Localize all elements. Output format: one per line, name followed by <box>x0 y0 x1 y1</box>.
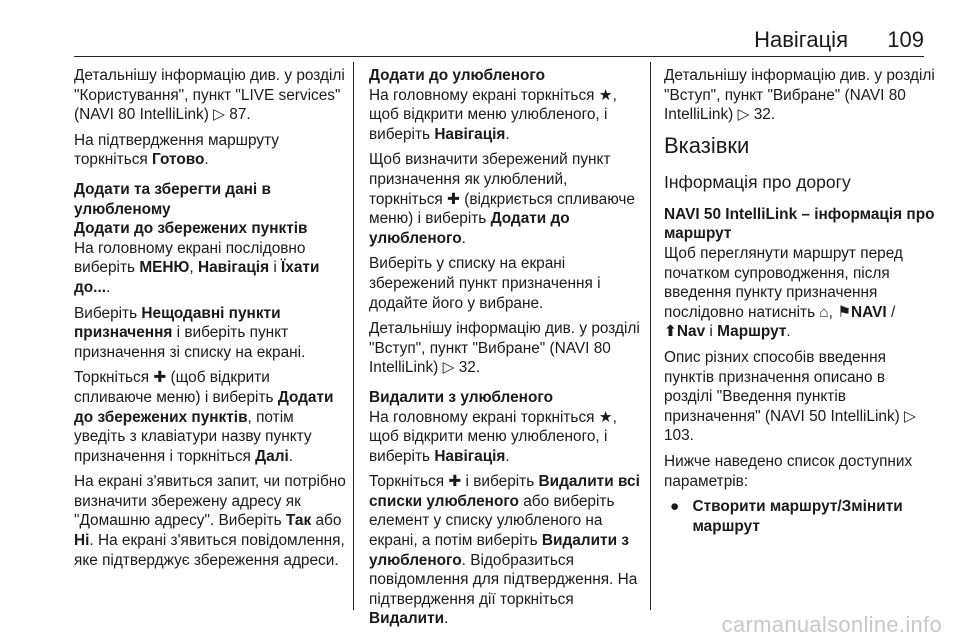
paragraph: Виберіть Нещодавні пункти призначення і виберіть пункт призначення зі списку на екрані. <box>74 304 306 361</box>
star-icon: ★ <box>598 408 613 426</box>
star-icon: ★ <box>598 86 613 104</box>
bullet-icon: ● <box>670 498 680 516</box>
paragraph: Детальнішу інформацію див. у розділі "Вступ", пункт "Вибране" (NAVI 80 IntelliLink) ▷ 32. <box>369 320 640 377</box>
column-3 <box>664 66 936 536</box>
paragraph: Нижче наведено список доступних параметрів: <box>664 452 913 490</box>
plus-icon: ✚ <box>448 473 462 491</box>
column-1 <box>74 66 346 576</box>
paragraph: Виберіть у списку на екрані збережений пункт призначення і додайте його у вибране. <box>369 255 601 312</box>
section-heading: Видалити з улюбленого <box>369 388 553 406</box>
section-heading: Додати та зберегти дані в улюбленому <box>74 180 271 218</box>
paragraph: Торкніться ✚ (щоб відкрити спливаюче меню) і виберіть Додати до збережених пунктів, потім уведіть з клавіатури назву пункту призначення і торкніться Далі. <box>74 369 334 465</box>
plus-icon: ✚ <box>153 369 167 387</box>
paragraph: Опис різних способів введення пунктів призначення описано в розділі "Введення пунктів призначення" (NAVI 50 IntelliLink) ▷ 103. <box>664 348 916 445</box>
page-number: 109 <box>887 27 924 52</box>
arrow-up-icon: ⬆ <box>664 323 677 341</box>
paragraph: Щоб визначити збережений пункт призначення як улюблений, торкніться ✚ (відкриється спливаюче меню) і виберіть Додати до улюбленого. <box>369 151 635 247</box>
flag-icon: ⚑ <box>837 303 852 321</box>
paragraph: Детальнішу інформацію див. у розділі "Користування", пункт "LIVE services" (NAVI 80 IntelliLink) ▷ 87. <box>74 67 345 124</box>
section-heading: Інформація про дорогу <box>664 171 851 192</box>
page-header <box>0 0 960 60</box>
subsection-heading: NAVI 50 IntelliLink – інформація про маршрут <box>664 205 935 243</box>
paragraph: На головному екрані торкніться ★, щоб відкрити меню улюбленого, і виберіть Навігація. <box>369 408 617 465</box>
bullet-item <box>664 497 936 536</box>
column-divider <box>650 62 651 610</box>
paragraph: На головному екрані торкніться ★, щоб відкрити меню улюбленого, і виберіть Навігація. <box>369 86 617 143</box>
home-icon: ⌂ <box>819 303 829 321</box>
section-heading: Додати до улюбленого <box>369 67 546 84</box>
paragraph: На екрані з'явиться запит, чи потрібно визначити збережену адресу як "Домашню адресу". Виберіть Так або Ні. На екрані з'явиться повідомлення, яке підтверджує збереження адреси. <box>74 473 346 569</box>
page-ref-icon: ▷ <box>213 106 225 124</box>
page-ref-icon: ▷ <box>442 359 455 377</box>
page-ref-icon: ▷ <box>737 106 750 124</box>
page-ref-icon: ▷ <box>904 407 916 425</box>
subsection-heading: Додати до збережених пунктів <box>74 220 308 238</box>
watermark: carmanualsonline.info <box>721 612 942 637</box>
paragraph: На головному екрані послідовно виберіть МЕНЮ, Навігація і Їхати до.... <box>74 239 320 296</box>
paragraph: Детальнішу інформацію див. у розділі "Вступ", пункт "Вибране" (NAVI 80 IntelliLink) ▷ 32. <box>664 67 935 124</box>
column-divider <box>353 62 354 610</box>
paragraph: Торкніться ✚ і виберіть Видалити всі списки улюбленого або виберіть елемент у списку улюбленого на екрані, а потім виберіть Видалити з улюбленого. Відобразиться повідомлення для підтвердження. На підтвердження дії торкніться Видалити. <box>369 473 640 628</box>
chapter-heading: Вказівки <box>664 132 750 158</box>
column-2 <box>369 66 641 635</box>
plus-icon: ✚ <box>447 190 460 208</box>
header-rule <box>74 56 924 57</box>
paragraph: Щоб переглянути маршрут перед початком супроводження, після введення пункту призначення послідовно натисніть ⌂, ⚑NAVI / ⬆Nav і Маршрут. <box>664 244 903 341</box>
paragraph: На підтвердження маршруту торкніться Готово. <box>74 131 279 169</box>
bullet-text: Створити маршрут/Змінити маршрут <box>692 498 903 535</box>
page-title: Навігація <box>754 27 848 52</box>
